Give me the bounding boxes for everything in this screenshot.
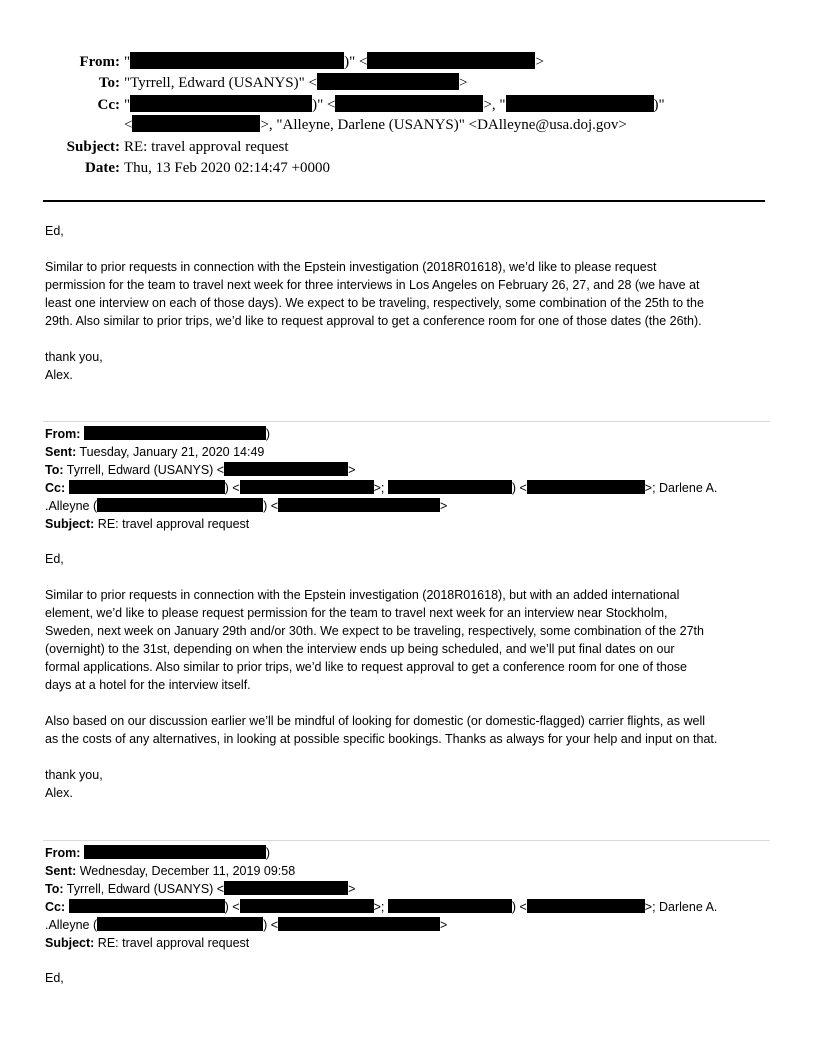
from-label: From: (79, 54, 120, 70)
cc-label: Cc: (97, 97, 120, 113)
cc-tail: >; Darlene A. (644, 900, 718, 914)
redaction (84, 845, 266, 859)
body-line: permission for the team to travel next week for three interviews in Los Angeles on February 26, 27, and 28 (we have at (45, 278, 700, 292)
redaction (317, 73, 459, 90)
date-value: Thu, 13 Feb 2020 02:14:47 +0000 (124, 160, 330, 176)
to-label: To: (45, 882, 64, 896)
subject-value: RE: travel approval request (97, 517, 250, 531)
subject-value: RE: travel approval request (124, 139, 289, 155)
redaction (388, 899, 512, 913)
message2-body (45, 550, 775, 802)
redaction (506, 95, 654, 112)
body-line: formal applications. Also similar to prior trips, we’d like to request approval to get a conference room for one of those (45, 660, 687, 674)
from-label: From: (45, 427, 81, 441)
from-label: From: (45, 846, 81, 860)
redaction (367, 52, 535, 69)
redaction (69, 480, 225, 494)
redaction (97, 917, 263, 931)
sent-value: Wednesday, December 11, 2019 09:58 (79, 864, 296, 878)
cc-line2-tail: >, "Alleyne, Darlene (USANYS)" <DAlleyne@usa.doj.gov> (260, 117, 627, 133)
subject-value: RE: travel approval request (97, 936, 250, 950)
redaction (240, 480, 374, 494)
redaction (97, 498, 263, 512)
redaction (278, 498, 440, 512)
redaction (69, 899, 225, 913)
sent-label: Sent: (45, 445, 77, 459)
message3-header: From: ) Sent: Wednesday, December 11, 2019 09:58 To: Tyrrell, Edward (USANYS) < > Cc: ) < >; ) < >; Darlene A. .Alleyne ( ) < > Subject: RE: travel approval request (45, 846, 718, 950)
cc-tail: >; Darlene A. (644, 481, 718, 495)
redaction (224, 462, 348, 476)
body-line: Similar to prior requests in connection with the Epstein investigation (2018R01618), we’d like to please request (45, 260, 657, 274)
body-line: 29th. Also similar to prior trips, we’d like to request approval to get a conference room for one of those dates (the 26th). (45, 314, 702, 328)
sent-label: Sent: (45, 864, 77, 878)
signature: Alex. (45, 786, 73, 800)
greeting: Ed, (45, 224, 64, 238)
to-label: To: (98, 75, 120, 91)
subject-label: Subject: (66, 139, 120, 155)
body-line: Also based on our discussion earlier we’ll be mindful of looking for domestic (or domestic-flagged) carrier flights, as well (45, 714, 706, 728)
message-separator (43, 840, 770, 841)
signoff: thank you, (45, 350, 103, 364)
to-value: Tyrrell, Edward (USANYS) < (66, 463, 225, 477)
body-line: Similar to prior requests in connection with the Epstein investigation (2018R01618), but with an added international (45, 588, 680, 602)
message-separator (43, 421, 770, 422)
subject-label: Subject: (45, 936, 95, 950)
subject-label: Subject: (45, 517, 95, 531)
to-value: "Tyrrell, Edward (USANYS)" < (124, 75, 317, 91)
redaction (278, 917, 440, 931)
body-line: least one interview on each of those days). We expect to be traveling, respectively, some combination of the 25th to the (45, 296, 704, 310)
cc-line2: .Alleyne ( (45, 499, 98, 513)
cc-label: Cc: (45, 900, 66, 914)
redaction (132, 115, 260, 132)
date-label: Date: (85, 160, 120, 176)
body-line: (overnight) to the 31st, depending on when the interview ends up being scheduled, and we’ll put final dates on our (45, 642, 675, 656)
message1-body (45, 222, 775, 384)
to-label: To: (45, 463, 64, 477)
signature: Alex. (45, 368, 73, 382)
redaction (84, 426, 266, 440)
redaction (240, 899, 374, 913)
message2-header: From: ) Sent: Tuesday, January 21, 2020 14:49 To: Tyrrell, Edward (USANYS) < > Cc: ) < >; ) < >; Darlene A. .Alleyne ( ) < > Subject: RE: travel approval request (45, 427, 718, 531)
body-line: Sweden, next week on January 29th and/or 30th. We expect to be traveling, respectively, some combination of the 27th (45, 624, 704, 638)
redaction (527, 899, 645, 913)
redaction (388, 480, 512, 494)
redaction (130, 52, 344, 69)
redaction (130, 95, 312, 112)
redaction (335, 95, 483, 112)
sent-value: Tuesday, January 21, 2020 14:49 (79, 445, 265, 459)
redaction (527, 480, 645, 494)
redaction (224, 881, 348, 895)
greeting: Ed, (45, 971, 64, 985)
greeting: Ed, (45, 552, 64, 566)
cc-label: Cc: (45, 481, 66, 495)
header-divider (43, 200, 765, 202)
to-value: Tyrrell, Edward (USANYS) < (66, 882, 225, 896)
body-line: as the costs of any alternatives, in looking at possible specific bookings. Thanks as always for your help and input on that. (45, 732, 718, 746)
signoff: thank you, (45, 768, 103, 782)
cc-line2: .Alleyne ( (45, 918, 98, 932)
message3-body (45, 969, 775, 987)
body-line: element, we’d like to please request permission for the team to travel next week for an interview near Stockholm, (45, 606, 668, 620)
body-line: days at a hotel for the interview itself. (45, 678, 251, 692)
